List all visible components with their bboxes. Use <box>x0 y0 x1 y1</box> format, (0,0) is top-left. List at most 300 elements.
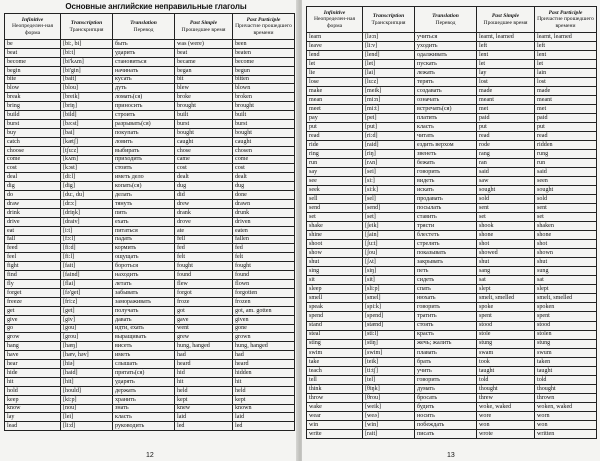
transcription-cell: [haid] <box>61 368 113 377</box>
past-simple-cell: sang <box>477 267 535 276</box>
table-row <box>307 222 597 231</box>
translation-cell: выбирать <box>113 146 175 155</box>
past-simple-cell: dug <box>175 182 233 191</box>
past-participle-cell: sung <box>535 267 597 276</box>
infinitive-cell: lend <box>307 51 363 60</box>
past-participle-cell: met <box>535 105 597 114</box>
past-simple-cell: led <box>175 422 233 431</box>
past-simple-cell: forgot <box>175 288 233 297</box>
transcription-cell: [spi:k] <box>363 303 415 312</box>
translation-cell: будить <box>415 402 477 411</box>
past-simple-cell: won <box>477 420 535 429</box>
past-simple-cell: wrote <box>477 429 535 438</box>
transcription-cell: [blou] <box>61 84 113 93</box>
past-simple-cell: gave <box>175 315 233 324</box>
translation-cell: ломать(ся) <box>113 93 175 102</box>
table-header-row <box>307 7 597 33</box>
past-participle-cell: cost <box>233 164 295 173</box>
translation-cell: уходить <box>415 42 477 51</box>
translation-cell: ощущать <box>113 253 175 262</box>
infinitive-cell: meet <box>307 105 363 114</box>
past-participle-cell: lain <box>535 69 597 78</box>
translation-cell: показывать <box>415 249 477 258</box>
past-simple-cell: showed <box>477 249 535 258</box>
past-participle-cell: given <box>233 315 295 324</box>
transcription-cell: [si:] <box>363 177 415 186</box>
past-simple-cell: saw <box>477 177 535 186</box>
past-simple-cell: stole <box>477 330 535 339</box>
past-simple-cell: wore <box>477 411 535 420</box>
translation-cell: учиться <box>415 33 477 42</box>
table-row <box>307 204 597 213</box>
translation-cell: брать <box>415 357 477 366</box>
past-participle-cell: spoken <box>535 303 597 312</box>
transcription-cell: [bi'kʌm] <box>61 57 113 66</box>
infinitive-cell: hit <box>5 377 61 386</box>
infinitive-cell: smell <box>307 294 363 303</box>
past-simple-cell: was (were) <box>175 40 233 49</box>
infinitive-cell: speak <box>307 303 363 312</box>
transcription-cell: [win] <box>363 420 415 429</box>
translation-cell: побеждать <box>415 420 477 429</box>
past-simple-cell: fought <box>175 262 233 271</box>
header-past-simple: Past Simple Прошедшее время <box>175 14 233 40</box>
table-row <box>5 102 295 111</box>
past-participle-cell: smelt, smelled <box>535 294 597 303</box>
infinitive-cell: hold <box>5 386 61 395</box>
translation-cell: стрелять <box>415 240 477 249</box>
table-row <box>5 182 295 191</box>
translation-cell: ловить <box>113 137 175 146</box>
infinitive-cell: say <box>307 168 363 177</box>
past-simple-cell: grew <box>175 333 233 342</box>
translation-cell: ездить верхом <box>415 141 477 150</box>
past-simple-cell: cost <box>175 164 233 173</box>
past-participle-cell: let <box>535 60 597 69</box>
past-participle-cell: got, am. gotten <box>233 306 295 315</box>
past-participle-cell: read <box>535 132 597 141</box>
table-row <box>307 231 597 240</box>
past-participle-cell: taken <box>535 357 597 366</box>
past-simple-cell: hung, hanged <box>175 342 233 351</box>
past-participle-cell: gone <box>233 324 295 333</box>
transcription-cell: [send] <box>363 204 415 213</box>
past-participle-cell: blown <box>233 84 295 93</box>
past-simple-cell: hid <box>175 368 233 377</box>
table-row <box>5 84 295 93</box>
translation-cell: падать <box>113 235 175 244</box>
table-row <box>307 78 597 87</box>
past-participle-cell: stood <box>535 321 597 330</box>
transcription-cell: [smel] <box>363 294 415 303</box>
table-row <box>5 386 295 395</box>
past-simple-cell: brought <box>175 102 233 111</box>
translation-cell: одалживать <box>415 51 477 60</box>
translation-cell: посылать <box>415 204 477 213</box>
table-row <box>307 294 597 303</box>
past-participle-cell: put <box>535 123 597 132</box>
past-simple-cell: found <box>175 271 233 280</box>
transcription-cell: [drɔ:] <box>61 200 113 209</box>
past-simple-cell: sold <box>477 195 535 204</box>
transcription-cell: [rait] <box>363 429 415 438</box>
infinitive-cell: build <box>5 111 61 120</box>
table-row <box>5 173 295 182</box>
transcription-cell: [set] <box>363 213 415 222</box>
translation-cell: красть <box>415 330 477 339</box>
translation-cell: встречать(ся) <box>415 105 477 114</box>
infinitive-cell: lead <box>5 422 61 431</box>
infinitive-cell: sing <box>307 267 363 276</box>
table-row <box>5 200 295 209</box>
past-participle-cell: rung <box>535 150 597 159</box>
page-number: 12 <box>146 452 154 459</box>
translation-cell: пить <box>113 208 175 217</box>
transcription-cell: [fi:l] <box>61 253 113 262</box>
translation-cell: находить <box>113 271 175 280</box>
past-participle-cell: left <box>535 42 597 51</box>
transcription-cell: [weik] <box>363 402 415 411</box>
transcription-cell: [gou] <box>61 324 113 333</box>
translation-cell: плавать <box>415 348 477 357</box>
table-row <box>5 137 295 146</box>
transcription-cell: [rʌn] <box>363 159 415 168</box>
past-participle-cell: learnt, learned <box>535 33 597 42</box>
translation-cell: ударить <box>113 48 175 57</box>
past-participle-cell: thrown <box>535 393 597 402</box>
translation-cell: сидеть <box>415 276 477 285</box>
table-row <box>5 324 295 333</box>
infinitive-cell: hang <box>5 342 61 351</box>
table-row <box>307 384 597 393</box>
infinitive-cell: blow <box>5 84 61 93</box>
past-participle-cell: said <box>535 168 597 177</box>
translation-cell: закрывать <box>415 258 477 267</box>
translation-cell: приходить <box>113 155 175 164</box>
transcription-cell: [meik] <box>363 87 415 96</box>
past-simple-cell: woke, waked <box>477 402 535 411</box>
table-row <box>307 303 597 312</box>
past-simple-cell: began <box>175 66 233 75</box>
translation-cell: давать <box>113 315 175 324</box>
past-simple-cell: set <box>477 213 535 222</box>
transcription-cell: [hæv, həv] <box>61 351 113 360</box>
past-simple-cell: learnt, learned <box>477 33 535 42</box>
past-participle-cell: made <box>535 87 597 96</box>
past-simple-cell: fed <box>175 244 233 253</box>
past-simple-cell: said <box>477 168 535 177</box>
infinitive-cell: sting <box>307 339 363 348</box>
infinitive-cell: show <box>307 249 363 258</box>
infinitive-cell: get <box>5 306 61 315</box>
transcription-cell: [riŋ] <box>363 150 415 159</box>
translation-cell: слышать <box>113 360 175 369</box>
transcription-cell: [mi:n] <box>363 96 415 105</box>
infinitive-cell: find <box>5 271 61 280</box>
page-number: 13 <box>447 452 455 459</box>
infinitive-cell: spend <box>307 312 363 321</box>
transcription-cell: [lu:z] <box>363 78 415 87</box>
past-simple-cell: laid <box>175 413 233 422</box>
transcription-cell: [teik] <box>363 357 415 366</box>
past-participle-cell: shot <box>535 240 597 249</box>
table-row <box>5 422 295 431</box>
header-infinitive: Infinitive Неопределен-ная форма <box>5 14 61 40</box>
past-participle-cell: laid <box>233 413 295 422</box>
past-simple-cell: felt <box>175 253 233 262</box>
past-simple-cell: went <box>175 324 233 333</box>
table-row <box>5 377 295 386</box>
translation-cell: быть <box>113 40 175 49</box>
table-row <box>307 123 597 132</box>
table-row <box>5 111 295 120</box>
past-participle-cell: slept <box>535 285 597 294</box>
infinitive-cell: make <box>307 87 363 96</box>
table-row <box>307 132 597 141</box>
translation-cell: жечь; жалить <box>415 339 477 348</box>
infinitive-cell: see <box>307 177 363 186</box>
table-row <box>5 66 295 75</box>
transcription-cell: [bait] <box>61 75 113 84</box>
past-participle-cell: worn <box>535 411 597 420</box>
infinitive-cell: eat <box>5 226 61 235</box>
translation-cell: забывать <box>113 288 175 297</box>
past-participle-cell: built <box>233 111 295 120</box>
translation-cell: думать <box>415 384 477 393</box>
table-row <box>307 51 597 60</box>
transcription-cell: [bə:st] <box>61 120 113 129</box>
transcription-cell: [lai] <box>363 69 415 78</box>
infinitive-cell: go <box>5 324 61 333</box>
past-participle-cell: caught <box>233 137 295 146</box>
transcription-cell: [ʃu:t] <box>363 240 415 249</box>
past-simple-cell: thought <box>477 384 535 393</box>
transcription-cell: [kʌm] <box>61 155 113 164</box>
past-simple-cell: swam <box>477 348 535 357</box>
transcription-cell: [stænd] <box>363 321 415 330</box>
past-participle-cell: set <box>535 213 597 222</box>
infinitive-cell: dig <box>5 182 61 191</box>
transcription-cell: [flai] <box>61 280 113 289</box>
table-row <box>307 267 597 276</box>
past-simple-cell: got <box>175 306 233 315</box>
table-row <box>5 75 295 84</box>
past-participle-cell: beaten <box>233 48 295 57</box>
transcription-cell: [kɔst] <box>61 164 113 173</box>
past-participle-cell: held <box>233 386 295 395</box>
past-participle-cell: forgotten <box>233 288 295 297</box>
past-simple-cell: burst <box>175 120 233 129</box>
transcription-cell: [ʃou] <box>363 249 415 258</box>
translation-cell: тянуть <box>113 200 175 209</box>
transcription-cell: [pei] <box>363 114 415 123</box>
infinitive-cell: come <box>5 155 61 164</box>
past-simple-cell: did <box>175 191 233 200</box>
past-participle-cell: frozen <box>233 297 295 306</box>
translation-cell: ехать <box>113 217 175 226</box>
past-participle-cell: shut <box>535 258 597 267</box>
past-simple-cell: drank <box>175 208 233 217</box>
transcription-cell: [draiv] <box>61 217 113 226</box>
infinitive-cell: hear <box>5 360 61 369</box>
transcription-cell: [du:, du] <box>61 191 113 200</box>
past-simple-cell: bought <box>175 128 233 137</box>
past-participle-cell: run <box>535 159 597 168</box>
past-simple-cell: ran <box>477 159 535 168</box>
table-row <box>307 276 597 285</box>
table-row <box>307 240 597 249</box>
translation-cell: говорить <box>415 168 477 177</box>
table-row <box>5 395 295 404</box>
past-participle-cell: sent <box>535 204 597 213</box>
translation-cell: разрывать(ся) <box>113 120 175 129</box>
past-participle-cell: hidden <box>233 368 295 377</box>
infinitive-cell: fight <box>5 262 61 271</box>
translation-cell: терять <box>415 78 477 87</box>
past-participle-cell: sold <box>535 195 597 204</box>
transcription-cell: [li:d] <box>61 422 113 431</box>
infinitive-cell: lose <box>307 78 363 87</box>
past-participle-cell: seen <box>535 177 597 186</box>
infinitive-cell: swim <box>307 348 363 357</box>
transcription-cell: [nou] <box>61 404 113 413</box>
past-participle-cell: shaken <box>535 222 597 231</box>
infinitive-cell: lay <box>5 413 61 422</box>
past-participle-cell: hit <box>233 377 295 386</box>
transcription-cell: [bild] <box>61 111 113 120</box>
table-row <box>307 168 597 177</box>
table-row <box>307 69 597 78</box>
translation-cell: стоять <box>415 321 477 330</box>
past-simple-cell: shut <box>477 258 535 267</box>
past-participle-cell: paid <box>535 114 597 123</box>
infinitive-cell: forget <box>5 288 61 297</box>
transcription-cell: [swim] <box>363 348 415 357</box>
infinitive-cell: drink <box>5 208 61 217</box>
transcription-cell: [fi:d] <box>61 244 113 253</box>
header-transcription: Transcription Транскрипция <box>61 14 113 40</box>
transcription-cell: [ri:d] <box>363 132 415 141</box>
transcription-cell: [hit] <box>61 377 113 386</box>
transcription-cell: [weə] <box>363 411 415 420</box>
transcription-cell: [lə:n] <box>363 33 415 42</box>
table-row <box>307 60 597 69</box>
past-simple-cell: chose <box>175 146 233 155</box>
table-row <box>5 128 295 137</box>
past-participle-cell: become <box>233 57 295 66</box>
past-participle-cell: sat <box>535 276 597 285</box>
table-row <box>5 360 295 369</box>
transcription-cell: [fait] <box>61 262 113 271</box>
table-row <box>307 402 597 411</box>
transcription-cell: [sel] <box>363 195 415 204</box>
translation-cell: спать <box>415 285 477 294</box>
transcription-cell: [di:l] <box>61 173 113 182</box>
translation-cell: класть <box>415 123 477 132</box>
transcription-cell: [let] <box>363 60 415 69</box>
table-row <box>5 413 295 422</box>
past-simple-cell: shook <box>477 222 535 231</box>
infinitive-cell: have <box>5 351 61 360</box>
transcription-cell: [spend] <box>363 312 415 321</box>
table-row <box>307 213 597 222</box>
past-participle-cell: dug <box>233 182 295 191</box>
translation-cell: носить <box>415 411 477 420</box>
table-row <box>307 285 597 294</box>
past-simple-cell: caught <box>175 137 233 146</box>
table-row <box>5 226 295 235</box>
infinitive-cell: read <box>307 132 363 141</box>
translation-cell: делать <box>113 191 175 200</box>
translation-cell: руководить <box>113 422 175 431</box>
past-simple-cell: hit <box>175 377 233 386</box>
transcription-cell: [ʃain] <box>363 231 415 240</box>
past-simple-cell: drove <box>175 217 233 226</box>
infinitive-cell: wake <box>307 402 363 411</box>
past-simple-cell: paid <box>477 114 535 123</box>
translation-cell: покупать <box>113 128 175 137</box>
table-row <box>5 244 295 253</box>
infinitive-cell: burst <box>5 120 61 129</box>
past-simple-cell: had <box>175 351 233 360</box>
transcription-cell: [fri:z] <box>61 297 113 306</box>
infinitive-cell: hide <box>5 368 61 377</box>
past-simple-cell: rang <box>477 150 535 159</box>
past-simple-cell: sat <box>477 276 535 285</box>
transcription-cell: [raid] <box>363 141 415 150</box>
table-row <box>5 288 295 297</box>
table-row <box>307 339 597 348</box>
table-row <box>307 348 597 357</box>
table-row <box>5 253 295 262</box>
translation-cell: продавать <box>415 195 477 204</box>
infinitive-cell: let <box>307 60 363 69</box>
transcription-cell: [kætʃ] <box>61 137 113 146</box>
table-row <box>307 411 597 420</box>
table-row <box>5 40 295 49</box>
table-row <box>307 150 597 159</box>
past-participle-cell: grown <box>233 333 295 342</box>
past-simple-cell: sought <box>477 186 535 195</box>
past-simple-cell: built <box>175 111 233 120</box>
translation-cell: знать <box>113 404 175 413</box>
translation-cell: петь <box>415 267 477 276</box>
infinitive-cell: send <box>307 204 363 213</box>
transcription-cell: [bai] <box>61 128 113 137</box>
past-simple-cell: froze <box>175 297 233 306</box>
infinitive-cell: steal <box>307 330 363 339</box>
past-participle-cell: fallen <box>233 235 295 244</box>
past-participle-cell: had <box>233 351 295 360</box>
transcription-cell: [hould] <box>61 386 113 395</box>
transcription-cell: [ʃeik] <box>363 222 415 231</box>
past-participle-cell: lent <box>535 51 597 60</box>
translation-cell: получать <box>113 306 175 315</box>
transcription-cell: [si:k] <box>363 186 415 195</box>
past-simple-cell: meant <box>477 96 535 105</box>
transcription-cell: [bi:t] <box>61 48 113 57</box>
transcription-cell: [giv] <box>61 315 113 324</box>
translation-cell: говорить <box>415 303 477 312</box>
past-simple-cell: stung <box>477 339 535 348</box>
translation-cell: искать <box>415 186 477 195</box>
infinitive-cell: tell <box>307 375 363 384</box>
table-row <box>5 164 295 173</box>
table-row <box>307 312 597 321</box>
past-participle-cell: drawn <box>233 200 295 209</box>
past-simple-cell: became <box>175 57 233 66</box>
infinitive-cell: deal <box>5 173 61 182</box>
